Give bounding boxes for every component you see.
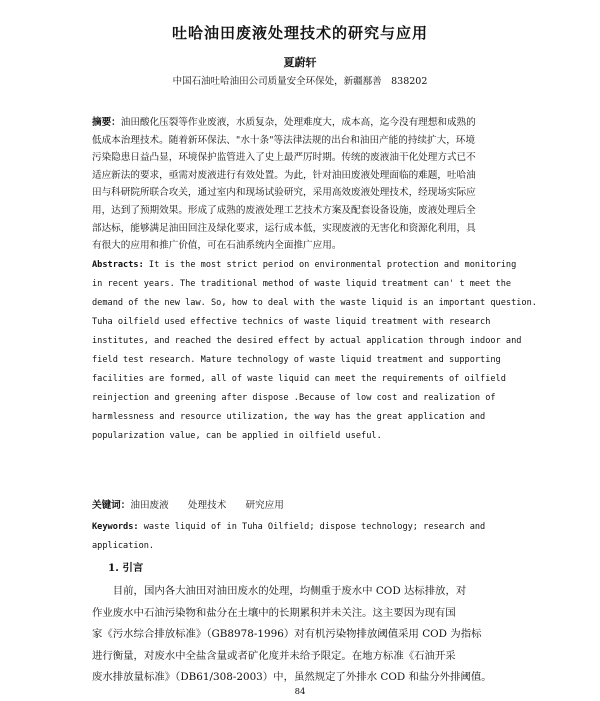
abstract-cn [92,114,528,255]
abstract-en-line: in recent years. The traditional method of waste liquid treatment can' t meet the [92,279,512,289]
body-line: 家《污水综合排放标准》（GB8978-1996）对有机污染物排放阈值采用 COD 为指标 [92,628,482,640]
body-line: 进行衡量，对废水中全盐含量或者矿化度并未给予限定。在地方标准《石油开采 [92,649,456,662]
section-heading: 1. 引言 [108,562,144,574]
abstract-cn-label: 摘要： [92,117,121,128]
keywords-cn [92,497,528,515]
abstract-cn-line: 部达标，能够满足油田回注及绿化要求，运行成本低，实现废液的无害化和资源化利用，具 [92,222,476,234]
keywords-en-label: Keywords: [92,522,139,532]
abstract-en-label: Abstracts: [92,260,144,270]
abstract-en-line: reinjection and greening after dispose .Because of low cost and realization of [92,393,496,403]
abstract-en-line: harmlessness and resource utilization, the way has the great application and [92,412,486,422]
abstract-cn-line: 摘要：油田酸化压裂等作业废液，水质复杂，处理难度大，成本高，迄今没有理想和成熟的 [92,117,476,128]
abstract-cn-line: 田与科研院所联合攻关，通过室内和现场试验研究，采用高效废液处理技术，经现场实际应 [92,187,476,199]
abstract-cn-line: 污染隐患日益凸显，环境保护监管进入了史上最严厉时期。传统的废液油干化处理方式已不 [92,152,476,164]
abstract-en-line: facilities are formed, all of waste liquid can meet the requirements of oilfield [92,374,506,384]
keywords-en [92,518,528,556]
keywords-cn-text: 油田废液 处理技术 研究应用 [130,500,284,511]
abstract-en [92,256,537,446]
abstract-cn-line: 有很大的应用和推广价值，可在石油系统内全面推广应用。 [92,240,342,252]
abstract-cn-line: 低成本治理技术。随着新环保法、"水十条"等法律法规的出台和油田产能的持续扩大，环境 [92,134,475,146]
abstract-en-line: institutes, and reached the desired effect by actual application through indoor and [92,336,522,346]
body-line: 废水排放量标准》（DB61/308-2003）中，虽然规定了外排水 COD 和盐分外排阈值。 [92,671,492,683]
keywords-cn-label: 关键词： [92,500,131,511]
keywords-en-line: application. [92,541,155,551]
abstract-en-line: Tuha oilfield used effective technics of waste liquid treatment with research [92,317,491,327]
abstract-en-line: demand of the new law. So, how to deal with the waste liquid is an important question. [92,298,537,308]
abstract-en-line: Abstracts: It is the most strict period on environmental protection and monitoring [92,260,517,270]
abstract-cn-line: 适应新法的要求，亟需对废液进行有效处置。为此，针对油田废液处理面临的难题，吐哈油 [92,169,476,181]
body-line: 作业废水中石油污染物和盐分在土壤中的长期累积并未关注。这主要因为现有国 [92,606,456,619]
body-text [92,581,528,689]
author-name: 夏蔚轩 [283,56,317,69]
page-number: 84 [294,687,306,697]
abstract-en-line: field test research. Mature technology of waste liquid treatment and supporting [92,355,501,365]
body-line: 目前，国内各大油田对油田废水的处理，均侧重于废水中 COD 达标排放，对 [92,585,467,597]
author-affiliation: 中国石油吐哈油田公司质量安全环保处，新疆鄯善 838202 [172,76,428,87]
abstract-cn-line: 用，达到了预期效果。形成了成熟的废液处理工艺技术方案及配套设备设施，废液处理后全 [92,204,476,216]
paper-title: 吐哈油田废液处理技术的研究与应用 [171,24,428,42]
keywords-en-line: Keywords: waste liquid of in Tuha Oilfield; dispose technology; research and [92,522,486,532]
abstract-en-line: popularization value, can be applied in oilfield useful. [92,431,382,441]
